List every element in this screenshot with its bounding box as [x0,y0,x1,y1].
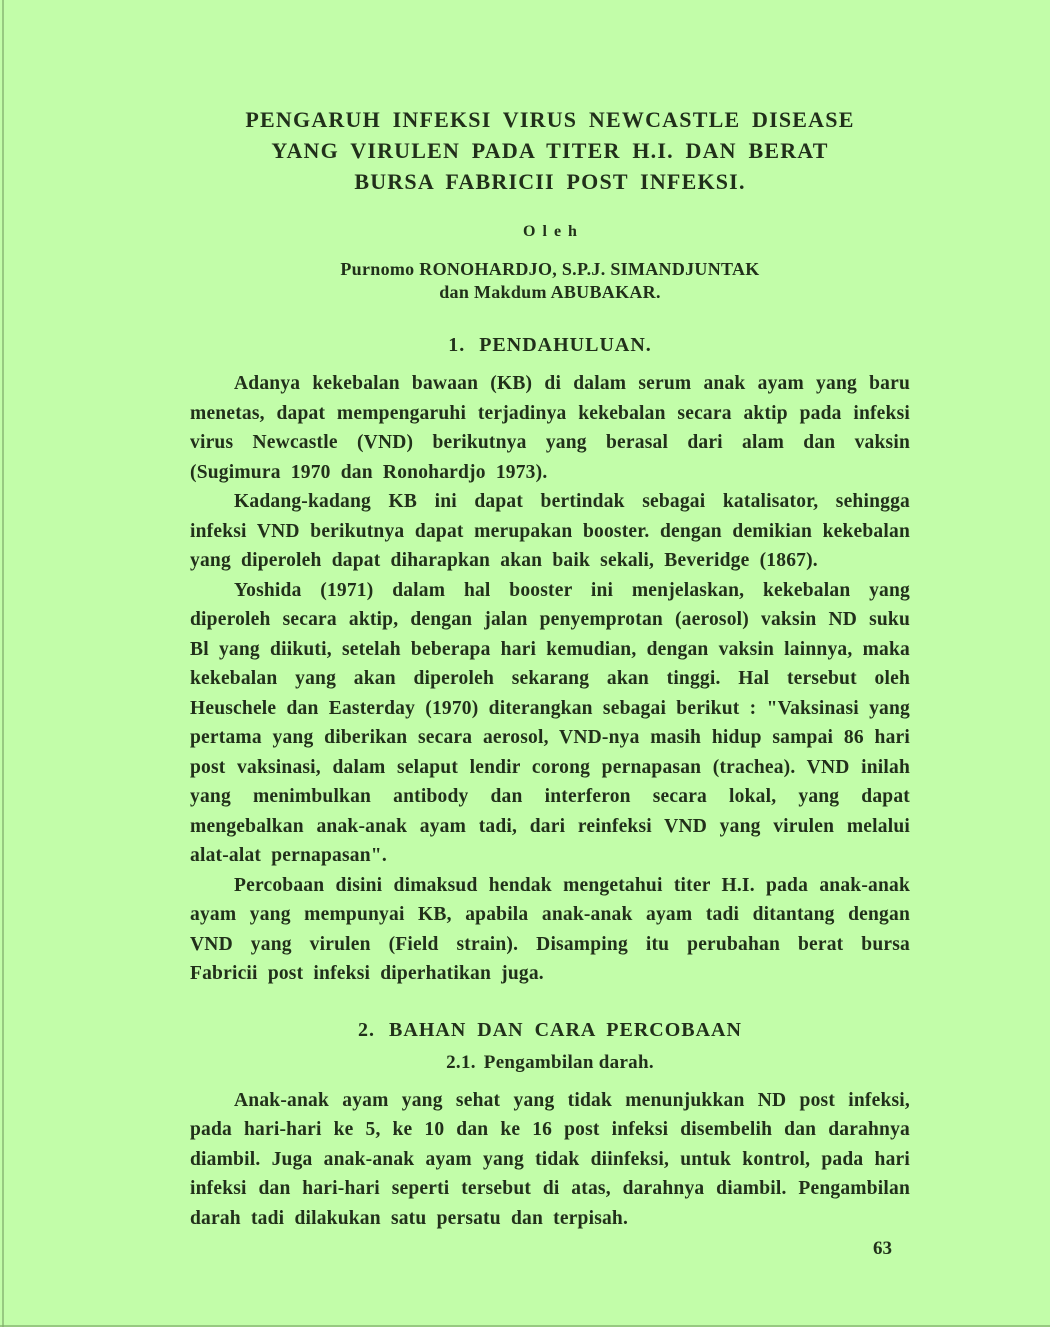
section-2-1-number: 2.1. [446,1051,476,1073]
author-line-1: Purnomo RONOHARDJO, S.P.J. SIMANDJUNTAK [340,259,760,279]
section-2-body [190,1086,910,1234]
section-1-number: 1. [448,334,466,356]
paper-title-line-2: YANG VIRULEN PADA TITER H.I. DAN BERAT [271,138,829,163]
paragraph-intro-2: Kadang-kadang KB ini dapat bertindak sebagai katalisator, sehingga infeksi VND berikutnya dapat merupakan booster. dengan demikian kekebalan yang diperoleh dapat diharapkan akan baik sekali, Beveridge (1867). [190,491,910,571]
section-1-title: PENDAHULUAN. [479,334,652,356]
paragraph-methods-1: Anak-anak ayam yang sehat yang tidak menunjukkan ND post infeksi, pada hari-hari ke 5, ke 10 dan ke 16 post infeksi disembelih dan darahnya diambil. Juga anak-anak ayam yang tidak diinfeksi, untuk kontrol, pada hari infeksi dan hari-hari seperti tersebut di atas, darahnya diambil. Pengambilan darah tadi dilakukan satu persatu dan terpisah. [190,1089,910,1229]
section-2-1-title: Pengambilan darah. [483,1051,654,1073]
page-edge-shadow-left [2,0,4,1327]
byline-oleh: Oleh [523,223,584,240]
section-2-title: BAHAN DAN CARA PERCOBAAN [389,1018,742,1041]
section-2-heading [190,1019,910,1042]
author-line-2: dan Makdum ABUBAKAR. [439,282,661,302]
section-1-body [190,369,910,989]
page-number: 63 [873,1238,892,1259]
section-1-heading [190,334,910,357]
section-2-number: 2. [358,1018,376,1041]
paragraph-intro-1: Adanya kekebalan bawaan (KB) di dalam serum anak ayam yang baru menetas, dapat mempengaruhi terjadinya kekebalan secara aktip pada infeksi virus Newcastle (VND) berikutnya yang berasal dari alam dan vaksin (Sugimura 1970 dan Ronohardjo 1973). [190,373,910,483]
paper-title-line-3: BURSA FABRICII POST INFEKSI. [354,169,746,194]
paper-title [190,104,910,197]
paper-title-line-1: PENGARUH INFEKSI VIRUS NEWCASTLE DISEASE [245,107,855,132]
section-2-1-heading [190,1052,910,1074]
authors-block [190,258,910,304]
page-content [190,0,910,1233]
paragraph-intro-3: Yoshida (1971) dalam hal booster ini menjelaskan, kekebalan yang diperoleh secara aktip, dengan jalan penyemprotan (aerosol) vaksin ND suku Bl yang diikuti, setelah beberapa hari kemudian, dengan vaksin lainnya, maka kekebalan yang akan diperoleh sekarang akan tinggi. Hal tersebut oleh Heuschele dan Easterday (1970) diterangkan sebagai berikut : "Vaksinasi yang pertama yang diberikan secara aerosol, VND-nya masih hidup sampai 86 hari post vaksinasi, dalam selaput lendir corong pernapasan (trachea). VND inilah yang menimbulkan antibody dan interferon secara lokal, yang dapat mengebalkan anak-anak ayam tadi, dari reinfeksi VND yang virulen melalui alat-alat pernapasan". [190,579,910,866]
paragraph-intro-4: Percobaan disini dimaksud hendak mengetahui titer H.I. pada anak-anak ayam yang mempunyai KB, apabila anak-anak ayam tadi ditantang dengan VND yang virulen (Field strain). Disamping itu perubahan berat bursa Fabricii post infeksi diperhatikan juga. [190,874,910,984]
